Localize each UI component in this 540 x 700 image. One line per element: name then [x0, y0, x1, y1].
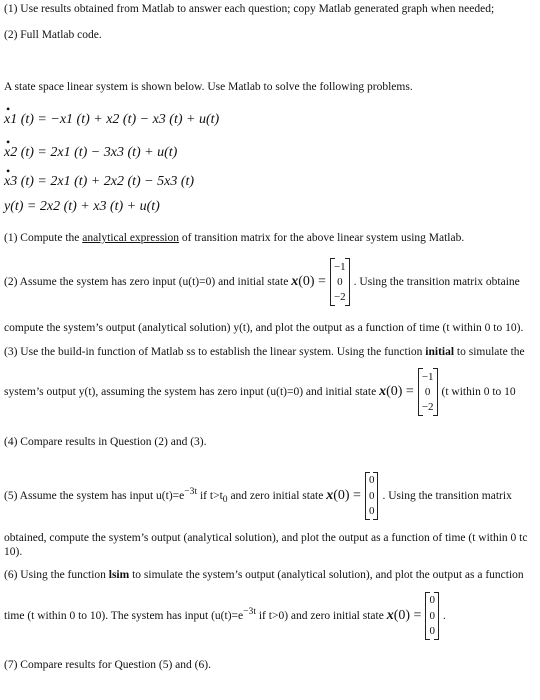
derivative-dot: • — [6, 135, 11, 149]
initial-state-label: x(0) = — [326, 487, 361, 503]
question-2 — [4, 252, 520, 312]
q1-underlined-term: analytical expression — [82, 232, 180, 244]
vector-entry: 0 — [368, 489, 375, 502]
q6-function-name: lsim — [108, 569, 130, 581]
question-6-line1 — [4, 569, 524, 581]
initial-state-vector — [365, 472, 379, 520]
equation-x2: x2 (t) = 2x1 (t) − 3x3 (t) + u(t) — [4, 145, 178, 160]
q5-text-end: . Using the transition matrix — [382, 489, 512, 502]
q3-text: system’s output y(t), assuming the system has zero input (u(t)=0) and initial state — [4, 386, 380, 398]
derivative-dot: • — [6, 164, 11, 178]
q5-subscript: 0 — [222, 494, 228, 506]
initial-state-label: x(0) = — [386, 607, 422, 623]
vector-entry: 0 — [424, 385, 431, 398]
question-3-line2 — [4, 362, 516, 422]
q3-text-end: (t within 0 to 10 — [441, 386, 516, 398]
question-5-line3: 10). — [4, 546, 23, 558]
question-3-line1 — [4, 346, 525, 358]
intro-text: A state space linear system is shown below. Use Matlab to solve the following problems. — [4, 81, 413, 93]
q3-function-name: initial — [425, 346, 455, 358]
q5-text-mid: and zero initial state — [227, 489, 327, 502]
vector-entry: −2 — [333, 291, 346, 304]
initial-state-label: x(0) = — [379, 384, 414, 399]
q2-text-end: . Using the transition matrix obtaine — [353, 276, 520, 288]
q3-text: (3) Use the build-in function of Matlab ss to establish the linear system. Using the function — [4, 346, 426, 358]
vector-entry: 0 — [337, 275, 343, 288]
q1-text: (1) Compute the — [4, 232, 83, 244]
equation-x1: x1 (t) = −x1 (t) + x2 (t) − x3 (t) + u(t) — [4, 112, 220, 127]
q5-text: (5) Assume the system has input u(t)=e — [4, 489, 185, 502]
q1-text-end: of transition matrix for the above linear system using Matlab. — [179, 232, 465, 244]
q5-exponent: −3t — [184, 486, 198, 497]
q6-text-end: to simulate the system’s output (analytical solution), and plot the output as a function — [129, 569, 524, 581]
equation-x3: x3 (t) = 2x1 (t) + 2x2 (t) − 5x3 (t) — [4, 174, 195, 189]
vector-entry: 0 — [368, 474, 375, 487]
vector-entry: −1 — [421, 370, 434, 383]
equation-y: y(t) = 2x2 (t) + x3 (t) + u(t) — [4, 199, 160, 214]
question-7: (7) Compare results for Question (5) and (6). — [4, 659, 211, 671]
initial-state-label: x(0) = — [291, 274, 326, 289]
q3-text-end: to simulate the — [454, 346, 525, 358]
q6-text-mid: if t>0) and zero initial state — [255, 609, 387, 622]
derivative-dot: • — [6, 102, 11, 116]
vector-entry: 0 — [429, 624, 435, 637]
q6-exponent: −3t — [243, 606, 256, 617]
question-1 — [4, 232, 464, 244]
question-5 — [4, 462, 512, 530]
vector-entry: −1 — [333, 260, 346, 273]
question-4: (4) Compare results in Question (2) and (3). — [4, 436, 207, 448]
question-5-line2: obtained, compute the system’s output (analytical solution), and plot the output as a function of time (t within 0 tc — [4, 532, 528, 544]
instruction-2: (2) Full Matlab code. — [4, 29, 102, 41]
initial-state-vector — [330, 258, 350, 306]
question-2-line2: compute the system’s output (analytical solution) y(t), and plot the output as a function of time (t within 0 to 10). — [4, 322, 524, 334]
vector-entry: −2 — [421, 401, 434, 414]
initial-state-vector — [425, 592, 439, 640]
instruction-1: (1) Use results obtained from Matlab to answer each question; copy Matlab generated graph when needed; — [4, 3, 495, 15]
q5-condition: if t>t — [197, 489, 223, 502]
vector-entry: 0 — [429, 594, 435, 607]
initial-state-vector — [418, 368, 438, 416]
vector-entry: 0 — [368, 504, 375, 517]
q6-text: (6) Using the function — [4, 569, 109, 581]
q6-text: time (t within 0 to 10). The system has input (u(t)=e — [4, 609, 244, 622]
q6-text-end: . — [442, 609, 446, 622]
q2-text: (2) Assume the system has zero input (u(t)=0) and initial state — [4, 276, 292, 288]
question-6-line2 — [4, 582, 446, 646]
vector-entry: 0 — [429, 609, 435, 622]
